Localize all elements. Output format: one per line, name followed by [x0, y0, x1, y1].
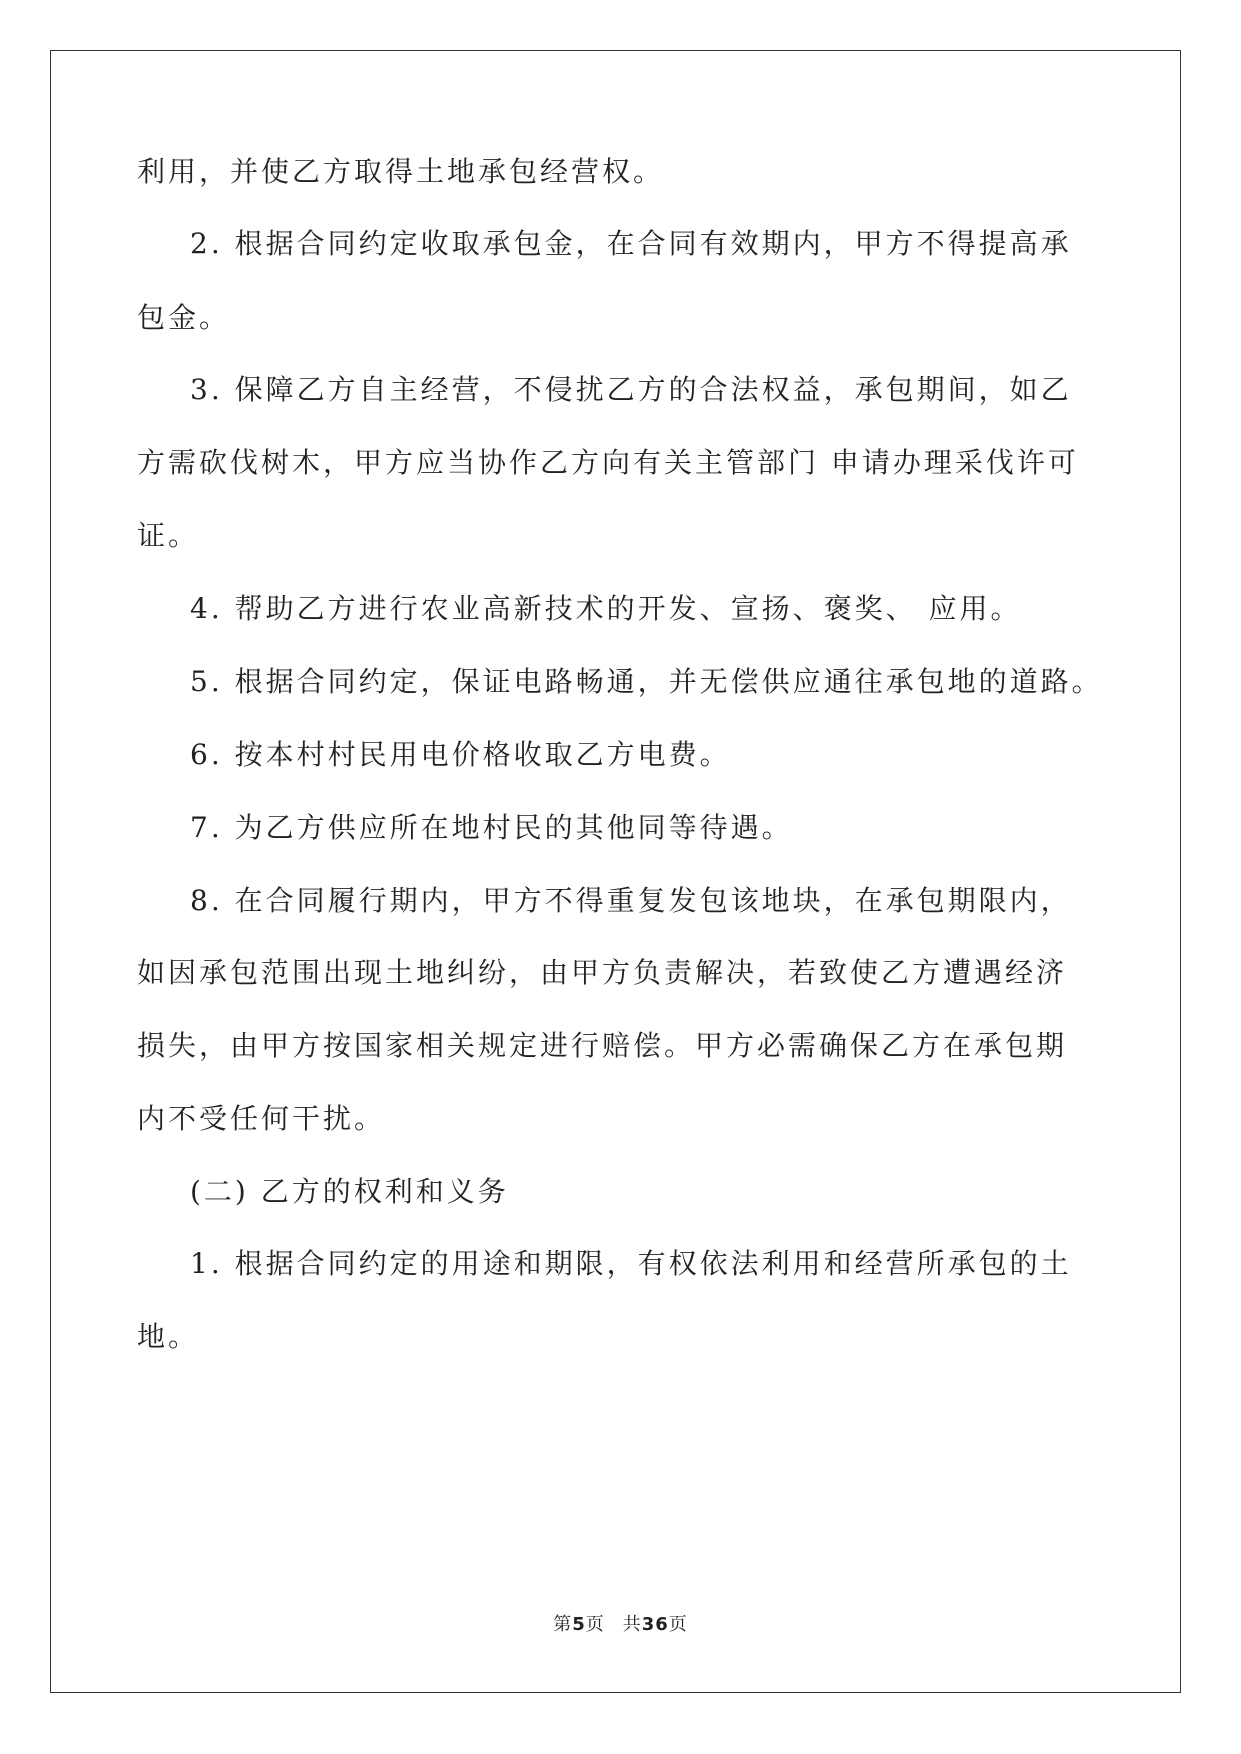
total-pages: 36 — [641, 1614, 669, 1635]
section-heading: (二) 乙方的权利和义务 — [190, 1175, 509, 1208]
total-suffix: 页 — [668, 1614, 688, 1635]
body-line: 地。 — [137, 1320, 200, 1353]
body-line: 8. 在合同履行期内，甲方不得重复发包该地块，在承包期限内， — [190, 884, 1072, 917]
page-border — [50, 50, 1181, 1693]
body-line: 包金。 — [137, 301, 231, 334]
body-line: 4. 帮助乙方进行农业高新技术的开发、宣扬、褒奖、 应用。 — [190, 592, 1022, 625]
body-line: 3. 保障乙方自主经营，不侵扰乙方的合法权益，承包期间，如乙 — [190, 373, 1072, 406]
body-line: 证。 — [137, 519, 200, 552]
body-line: 利用，并使乙方取得土地承包经营权。 — [137, 155, 665, 188]
page-suffix: 页 — [585, 1614, 605, 1635]
body-line: 2. 根据合同约定收取承包金，在合同有效期内，甲方不得提高承 — [190, 227, 1072, 260]
page-footer — [0, 1610, 1241, 1636]
page-prefix: 第 — [553, 1614, 573, 1635]
body-line: 如因承包范围出现土地纠纷，由甲方负责解决，若致使乙方遭遇经济 — [137, 956, 1068, 989]
body-line: 6. 按本村村民用电价格收取乙方电费。 — [190, 738, 731, 771]
body-line: 7. 为乙方供应所在地村民的其他同等待遇。 — [190, 811, 793, 844]
body-line: 1. 根据合同约定的用途和期限，有权依法利用和经营所承包的土 — [190, 1247, 1072, 1280]
body-line: 损失，由甲方按国家相关规定进行赔偿。甲方必需确保乙方在承包期 — [137, 1029, 1068, 1062]
page-number: 5 — [572, 1614, 586, 1635]
body-line: 5. 根据合同约定，保证电路畅通，并无偿供应通往承包地的道路。 — [190, 665, 1103, 698]
body-line: 内不受任何干扰。 — [137, 1102, 386, 1135]
body-line: 方需砍伐树木，甲方应当协作乙方向有关主管部门 申请办理采伐许可 — [137, 446, 1079, 479]
total-prefix: 共 — [622, 1614, 642, 1635]
